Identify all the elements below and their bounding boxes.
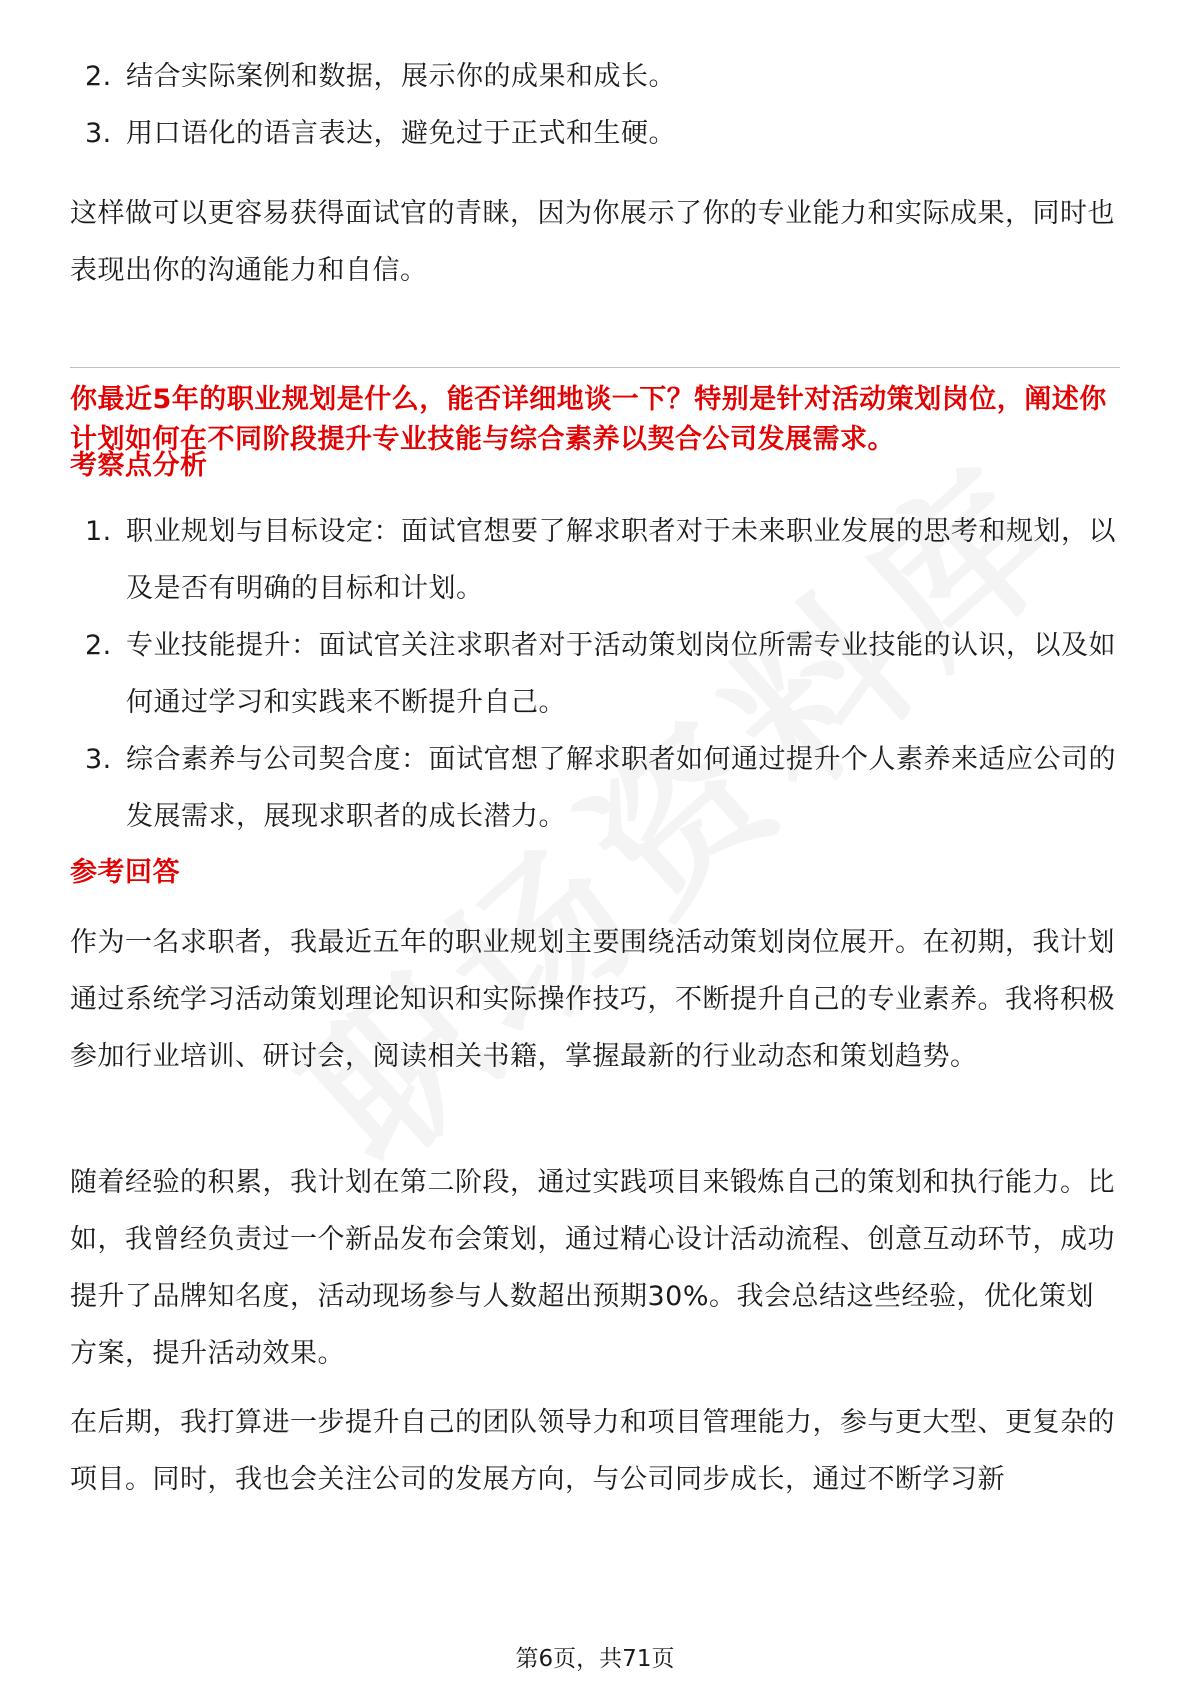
list-item-text: 职业规划与目标设定：面试官想要了解求职者对于未来职业发展的思考和规划，以及是否有明确的目标和计划。: [126, 516, 1116, 604]
analysis-list: [68, 503, 1128, 845]
list-item: [68, 731, 1128, 845]
list-item: [68, 48, 1128, 105]
list-item: [68, 503, 1128, 617]
section-divider: [70, 367, 1120, 368]
list-item-text: 结合实际案例和数据，展示你的成果和成长。: [126, 61, 676, 92]
list-item-text: 用口语化的语言表达，避免过于正式和生硬。: [126, 118, 676, 149]
list-item-number: 1.: [85, 516, 112, 547]
analysis-title: 考察点分析: [70, 450, 208, 481]
page-number: 第6页，共71页: [515, 1646, 675, 1672]
answer-paragraph: 在后期，我打算进一步提升自己的团队领导力和项目管理能力，参与更大型、更复杂的项目。同时，我也会关注公司的发展方向，与公司同步成长，通过不断学习新: [70, 1407, 1115, 1495]
list-item-number: 3.: [85, 118, 112, 149]
list-item-text: 综合素养与公司契合度：面试官想了解求职者如何通过提升个人素养来适应公司的发展需求，展现求职者的成长潜力。: [126, 744, 1116, 832]
list-item-number: 2.: [85, 630, 112, 661]
interview-question: 你最近5年的职业规划是什么，能否详细地谈一下？特别是针对活动策划岗位，阐述你计划如何在不同阶段提升专业技能与综合素养以契合公司发展需求。: [70, 384, 1107, 455]
answer-paragraph: 随着经验的积累，我计划在第二阶段，通过实践项目来锻炼自己的策划和执行能力。比如，我曾经负责过一个新品发布会策划，通过精心设计活动流程、创意互动环节，成功提升了品牌知名度，活动现场参与人数超出预期30%。我会总结这些经验，优化策划方案，提升活动效果。: [70, 1167, 1115, 1369]
answer-title: 参考回答: [70, 857, 180, 888]
intro-list: [68, 48, 1128, 162]
list-item-text: 专业技能提升：面试官关注求职者对于活动策划岗位所需专业技能的认识，以及如何通过学习和实践来不断提升自己。: [126, 630, 1116, 718]
list-item-number: 3.: [85, 744, 112, 775]
list-item: [68, 105, 1128, 162]
list-item-number: 2.: [85, 61, 112, 92]
intro-paragraph: 这样做可以更容易获得面试官的青睐，因为你展示了你的专业能力和实际成果，同时也表现出你的沟通能力和自信。: [70, 198, 1115, 286]
answer-paragraph: 作为一名求职者，我最近五年的职业规划主要围绕活动策划岗位展开。在初期，我计划通过系统学习活动策划理论知识和实际操作技巧，不断提升自己的专业素养。我将积极参加行业培训、研讨会，阅读相关书籍，掌握最新的行业动态和策划趋势。: [70, 927, 1115, 1072]
list-item: [68, 617, 1128, 731]
